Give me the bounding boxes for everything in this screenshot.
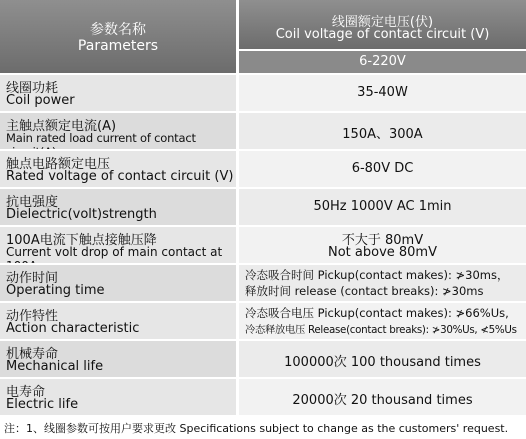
table-row-volt-drop (0, 227, 526, 263)
row-value-line-2: Not above 80mV (327, 245, 437, 260)
row-value-line-1: 不大于 80mV (341, 233, 424, 248)
row-value-line-1: 冷态吸合时间 Pickup(contact makes): ≯30ms， (245, 268, 509, 282)
row-label-zh: 线圈功耗 (6, 81, 59, 96)
row-value: 50Hz 1000V AC 1min (313, 199, 452, 214)
header-param-en: Parameters (77, 38, 159, 54)
row-value: 150A、300A (342, 127, 423, 142)
table-row-operating-time (0, 265, 526, 301)
header-coil-voltage (239, 0, 526, 49)
row-label-zh: 抗电强度 (6, 195, 59, 210)
table-row-rated-current (0, 113, 526, 149)
header-coil-range: 6-220V (239, 51, 526, 73)
row-value: 35-40W (357, 85, 408, 100)
row-label-zh: 动作特性 (6, 309, 59, 324)
row-label-zh: 100A电流下触点接触压降 (6, 233, 157, 248)
header-coil-zh: 线圈额定电压(伏) (331, 15, 434, 30)
table-row-dielectric (0, 189, 526, 225)
row-value-line-1: 冷态吸合电压 Pickup(contact makes): ≯66%Us, (245, 306, 509, 320)
row-value-line-2: 冷态释放电压 Release(contact breaks): ≯30%Us, ≮5%Us (245, 324, 517, 336)
row-value: 20000次 20 thousand times (292, 393, 473, 408)
row-label-en: Action characteristic (6, 321, 140, 336)
row-value: 6-80V DC (351, 161, 414, 176)
row-label-zh: 机械寿命 (6, 347, 59, 362)
table-row-action-characteristic (0, 303, 526, 339)
row-label-en: Mechanical life (6, 359, 104, 374)
row-label-zh: 电寿命 (6, 385, 46, 400)
row-label-zh: 动作时间 (6, 271, 59, 286)
header-parameters (0, 0, 236, 73)
row-label-en: Electric life (6, 397, 79, 412)
header-coil-en: Coil voltage of contact circuit (V) (275, 27, 490, 42)
footnote: 注：1、线圈参数可按用户要求更改 Specifications subject to change as the customers' request. (4, 422, 509, 435)
row-label-en: Operating time (6, 283, 105, 298)
row-label-en: Rated voltage of contact circuit (V) (6, 169, 234, 184)
row-label-en: Coil power (6, 93, 75, 108)
header-param-zh: 参数名称 (90, 22, 146, 38)
row-value: 100000次 100 thousand times (284, 355, 481, 370)
table-row-rated-voltage (0, 151, 526, 187)
table-row-mechanical-life (0, 341, 526, 377)
row-label-en: Main rated load current of contact (6, 131, 196, 145)
row-value-line-2: 释放时间 release (contact breaks): ≯30ms (245, 284, 484, 298)
table-row-electric-life (0, 379, 526, 415)
row-label-en: Current volt drop of main contact at (6, 245, 223, 259)
row-label-zh: 主触点额定电流(A) (6, 119, 117, 134)
row-label-en: Dielectric(volt)strength (6, 207, 157, 222)
table-row-coil-power (0, 75, 526, 111)
row-label-zh: 触点电路额定电压 (6, 157, 111, 172)
